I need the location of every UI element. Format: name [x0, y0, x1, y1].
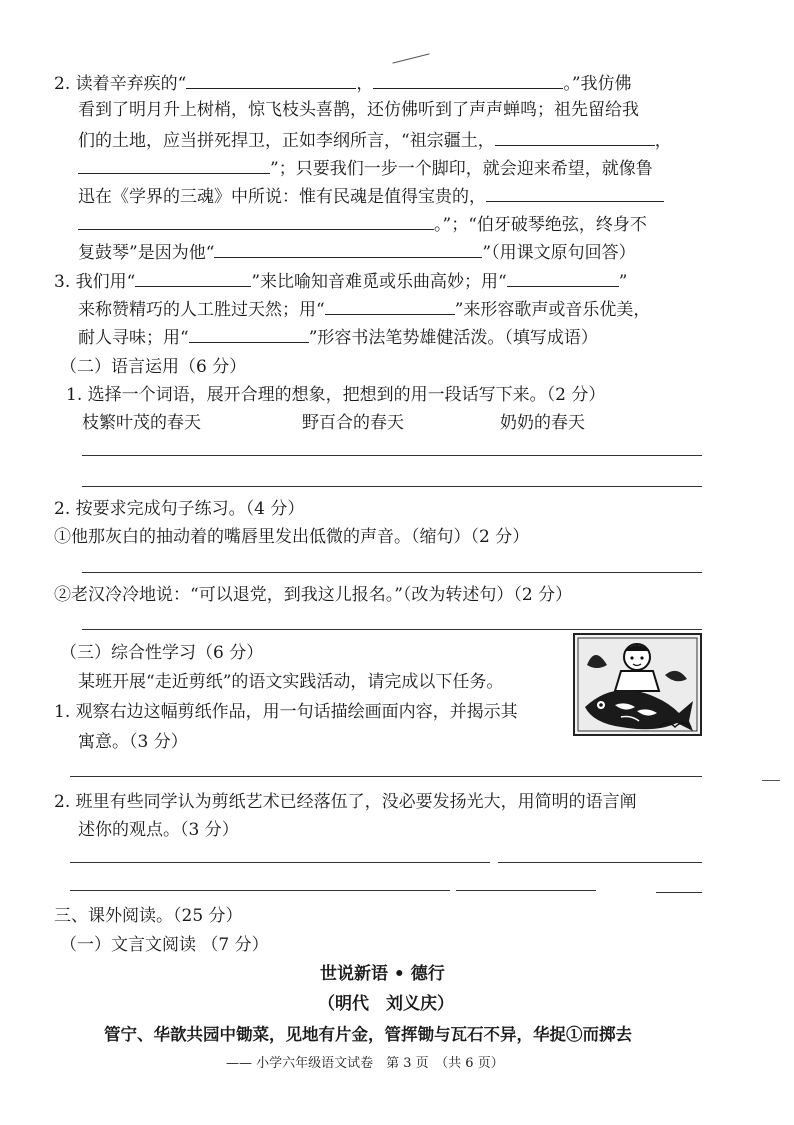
q2-line-3 — [78, 127, 672, 153]
part-heading: 三、课外阅读。（25 分） — [54, 906, 243, 926]
papercut-child-fish-icon — [575, 635, 700, 734]
q3-text: ”形容书法笔势雄健活泼。（填写成语） — [308, 328, 598, 348]
answer-line[interactable] — [656, 892, 702, 893]
answer-line[interactable] — [498, 862, 702, 863]
stray-mark — [392, 53, 429, 63]
option-1: 枝繁叶茂的春天 — [82, 413, 201, 433]
question-1: 1. 观察右边这幅剪纸作品，用一句话描绘画面内容，并揭示其 — [54, 702, 518, 722]
option-3: 奶奶的春天 — [500, 413, 585, 433]
papercut-image — [573, 633, 702, 736]
q2-text: 迅在《学界的三魂》中所说：惟有民魂是值得宝贵的， — [78, 187, 486, 207]
q3-line-3 — [78, 324, 598, 350]
question-1: 寓意。（3 分） — [78, 732, 188, 752]
answer-blank[interactable] — [507, 268, 619, 287]
answer-blank[interactable] — [495, 127, 655, 146]
q3-text: 来称赞精巧的人工胜过天然；用“ — [78, 300, 325, 320]
answer-line[interactable] — [70, 776, 702, 777]
answer-blank[interactable] — [78, 155, 270, 174]
answer-blank[interactable] — [186, 70, 356, 89]
question-1: 1. 选择一个词语，展开合理的想象，把想到的用一段话写下来。（2 分） — [66, 385, 606, 405]
q2-text: 复鼓琴”是因为他“ — [78, 243, 215, 263]
question-2: 2. 按要求完成句子练习。（4 分） — [54, 499, 305, 519]
page-footer — [226, 1052, 504, 1076]
q2-text: ”（用课文原句回答） — [482, 243, 636, 263]
footer-dash: —— — [226, 1056, 252, 1071]
answer-blank[interactable] — [135, 268, 251, 287]
q3-text: 耐人寻味；用“ — [78, 328, 189, 348]
q2-text: ”；只要我们一步一个脚印，就会迎来希望，就像鲁 — [270, 159, 653, 179]
answer-blank[interactable] — [325, 296, 455, 315]
answer-line[interactable] — [82, 486, 702, 487]
answer-blank[interactable] — [189, 324, 309, 343]
q2-text: ， — [356, 74, 374, 94]
q3-text: ”来形容歌声或音乐优美， — [454, 300, 651, 320]
answer-blank[interactable] — [486, 183, 664, 202]
question-2: 述你的观点。（3 分） — [78, 820, 239, 840]
q3-line-1 — [54, 268, 627, 294]
answer-blank[interactable] — [214, 239, 482, 258]
section-heading: （二）语言运用（6 分） — [60, 357, 247, 377]
answer-line[interactable] — [82, 629, 702, 630]
passage-title: 世说新语 • 德行 — [320, 964, 445, 984]
section-intro: 某班开展“走近剪纸”的语文实践活动，请完成以下任务。 — [78, 672, 504, 692]
q3-text: 3. 我们用“ — [54, 272, 136, 292]
q3-text: ”来比喻知音难觅或乐曲高妙；用“ — [251, 272, 507, 292]
section-heading: （三）综合性学习（6 分） — [60, 643, 264, 663]
question-2a: ①他那灰白的抽动着的嘴唇里发出低微的声音。（缩句）（2 分） — [54, 527, 530, 547]
q3-line-2 — [78, 296, 650, 322]
answer-line[interactable] — [82, 572, 702, 573]
q2-line-4 — [78, 155, 653, 181]
section-heading: （一）文言文阅读 （7 分） — [60, 935, 269, 955]
q2-line-1 — [54, 70, 632, 96]
q3-text: ” — [618, 272, 628, 292]
q2-line-6 — [78, 211, 647, 237]
answer-line[interactable] — [82, 455, 702, 456]
q2-line-2: 看到了明月升上树梢，惊飞枝头喜鹊，还仿佛听到了声声蝉鸣；祖先留给我 — [78, 100, 639, 120]
footer-text: 小学六年级语文试卷 第 3 页 （共 6 页） — [256, 1056, 504, 1071]
answer-line[interactable] — [70, 862, 490, 863]
passage-author: （明代 刘义庆） — [318, 994, 454, 1014]
question-2b: ②老汉冷冷地说：“可以退党，到我这儿报名。”（改为转述句）（2 分） — [54, 585, 573, 605]
q2-line-5 — [78, 183, 664, 209]
question-2: 2. 班里有些同学认为剪纸艺术已经落伍了，没必要发扬光大，用简明的语言阐 — [54, 792, 637, 812]
q2-text: 们的土地，应当拼死捍卫，正如李纲所言，“祖宗疆土， — [78, 131, 495, 151]
stray-mark — [762, 780, 780, 781]
q2-text: 2. 读着辛弃疾的“ — [54, 74, 187, 94]
answer-line[interactable] — [456, 890, 596, 891]
answer-line[interactable] — [70, 890, 450, 891]
answer-blank[interactable] — [373, 70, 563, 89]
q2-text: ， — [654, 131, 672, 151]
q2-text: 。”；“伯牙破琴绝弦，终身不 — [434, 215, 647, 235]
passage-text: 管宁、华歆共园中锄菜，见地有片金，管挥锄与瓦石不异，华捉①而掷去 — [104, 1025, 632, 1044]
q2-line-7 — [78, 239, 636, 265]
answer-blank[interactable] — [78, 211, 434, 230]
option-2: 野百合的春天 — [302, 413, 404, 433]
q2-text: 。”我仿佛 — [563, 74, 632, 94]
